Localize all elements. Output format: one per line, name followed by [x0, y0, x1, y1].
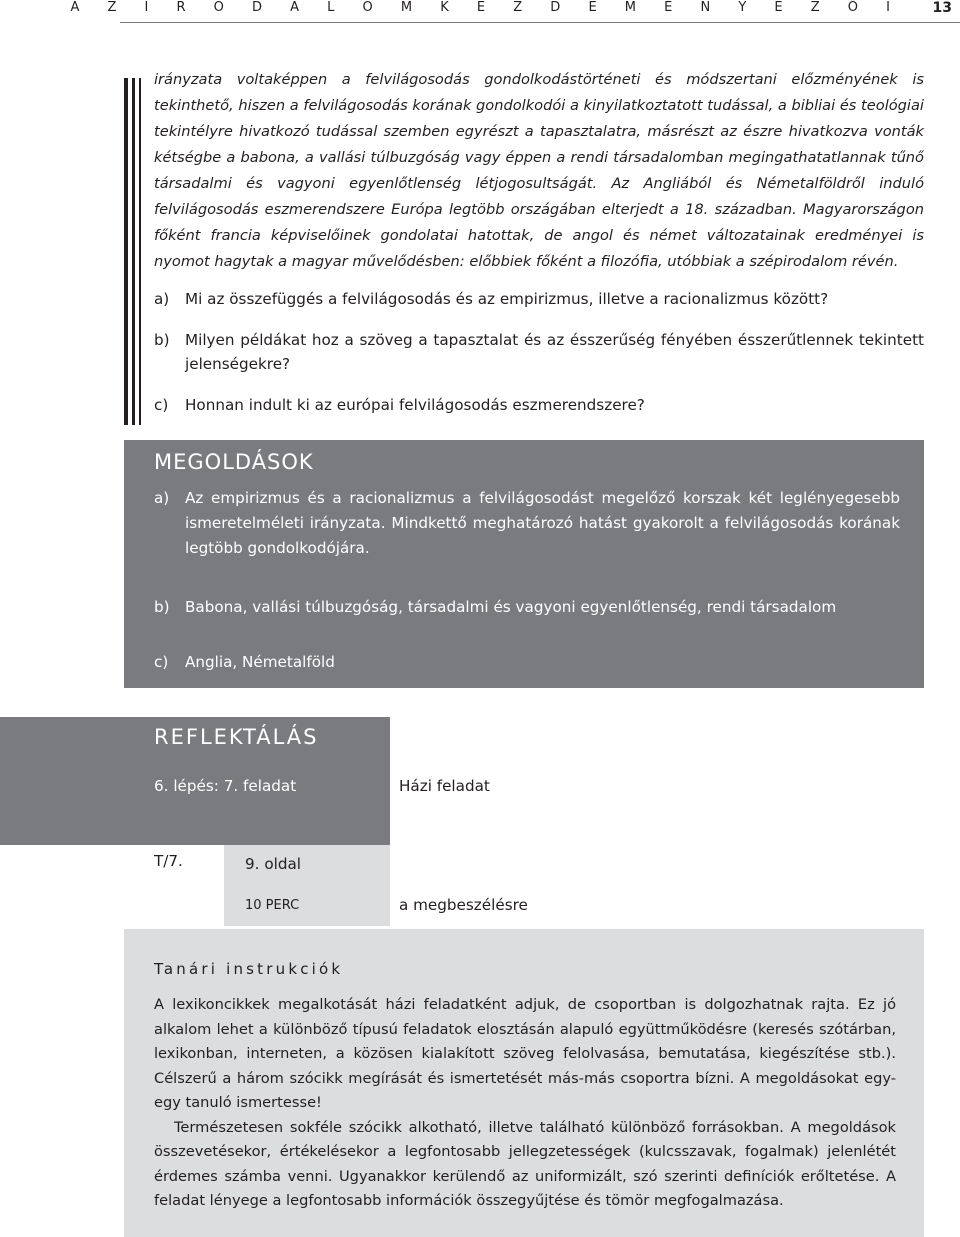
question-text: Honnan indult ki az európai felvilágosodás eszmerendszere?: [185, 396, 645, 414]
solution-item: [154, 650, 900, 675]
question-item: [154, 393, 924, 417]
intro-paragraph: irányzata voltaképpen a felvilágosodás gondolkodástörténeti és módszertani előzményének is tekinthető, hiszen a felvilágosodás korának gondolkodói a kinyilatkoztatott tudással, a bibliai és teológiai tekintélyre hivatkozó tudással szemben egyrészt a tapasztalatra, másrészt az észre hivatkozva vonták kétségbe a babona, a vallási túlbuzgóság vagy éppen a rendi társadalomban megingathatatlannak tűnő társadalmi és vagyoni egyenlőtlenség létjogosultságát. Az Angliából és Németalföldről induló felvilágosodás eszmerendszere Európa legtöbb országában elterjedt a 18. században. Magyarországon főként francia képviselőinek gondolatai hatottak, de angol és német változatainak eredményei is nyomot hagytak a magyar művelődésben: előbbiek főként a filozófia, utóbbiak a szépirodalom révén.: [154, 71, 924, 270]
teacher-instructions-box: [124, 929, 924, 1237]
teacher-instructions-title: Tanári instrukciók: [154, 960, 344, 978]
question-text: Mi az összefüggés a felvilágosodás és az empirizmus, illetve a racionalizmus között?: [185, 290, 829, 308]
teacher-paragraph: Természetesen sokféle szócikk alkotható, illetve található különböző forrásokban. A megoldások összevetésekor, értékelésekor a legfontosabb jellegzetességek (kulcsszavak, fogalmak) jelenlétét érdemes számba venni. Ugyanakkor kerülendő az uniformizált, szó szerinti definíciók erőltetése. A feladat lényege a legfontosabb információk összegyűjtése és tömör megfogalmazása.: [154, 1118, 896, 1209]
solutions-title: MEGOLDÁSOK: [154, 450, 314, 474]
question-item: [154, 328, 924, 376]
solution-label: b): [154, 598, 170, 616]
time-label: 10 PERC: [245, 898, 300, 913]
teacher-paragraph: A lexikoncikkek megalkotását házi feladatként adjuk, de csoportban is dolgozhatnak rajta. Ez jó alkalom lehet a különböző típusú feladatok elosztásán alapuló együttműködésre (keresés szótárban, lexikonban, interneten, a közösen kialakított szöveg felolvasása, bemutatása, kiegészítése stb.). Célszerű a három szócikk megírását és ismertetését más-más csoportra bízni. A megoldásokat egy-egy tanuló ismertesse!: [154, 996, 896, 1111]
homework-label: Házi feladat: [399, 777, 490, 795]
reflection-box: [0, 717, 390, 845]
question-label: a): [154, 290, 170, 308]
page-number: 13: [932, 0, 952, 16]
solution-item: [154, 595, 900, 620]
question-label: b): [154, 331, 170, 349]
solution-label: a): [154, 489, 170, 507]
question-item: [154, 287, 924, 311]
reflection-title: REFLEKTÁLÁS: [154, 725, 319, 749]
textbook-reference: T/7.: [154, 852, 183, 870]
question-label: c): [154, 396, 169, 414]
solutions-box: [124, 440, 924, 688]
solution-item: [154, 486, 900, 561]
time-purpose: a megbeszélésre: [399, 896, 528, 914]
solution-label: c): [154, 653, 169, 671]
header-rule: [120, 22, 960, 23]
solution-text: Az empirizmus és a racionalizmus a felvilágosodást megelőző korszak két leglényegesebb ismeretelméleti irányzata. Mindkettő meghatározó hatást gyakorolt a felvilágosodás korának legtöbb gondolkodójára.: [185, 489, 900, 557]
teacher-instructions-text: [154, 993, 896, 1214]
page-reference: 9. oldal: [245, 855, 301, 873]
reflection-step: 6. lépés: 7. feladat: [154, 777, 297, 795]
solution-text: Anglia, Németalföld: [185, 653, 335, 671]
question-list: [154, 287, 924, 434]
solution-text: Babona, vallási túlbuzgóság, társadalmi és vagyoni egyenlőtlenség, rendi társadalom: [185, 598, 837, 616]
decorative-bars: [124, 78, 144, 425]
running-header: A Z I R O D A L O M K E Z D E M É N Y E Z Ő I: [70, 0, 902, 15]
solutions-list: [154, 486, 900, 675]
question-text: Milyen példákat hoz a szöveg a tapasztalat és az ésszerűség fényében ésszerűtlennek tekintett jelenségekre?: [185, 331, 924, 373]
